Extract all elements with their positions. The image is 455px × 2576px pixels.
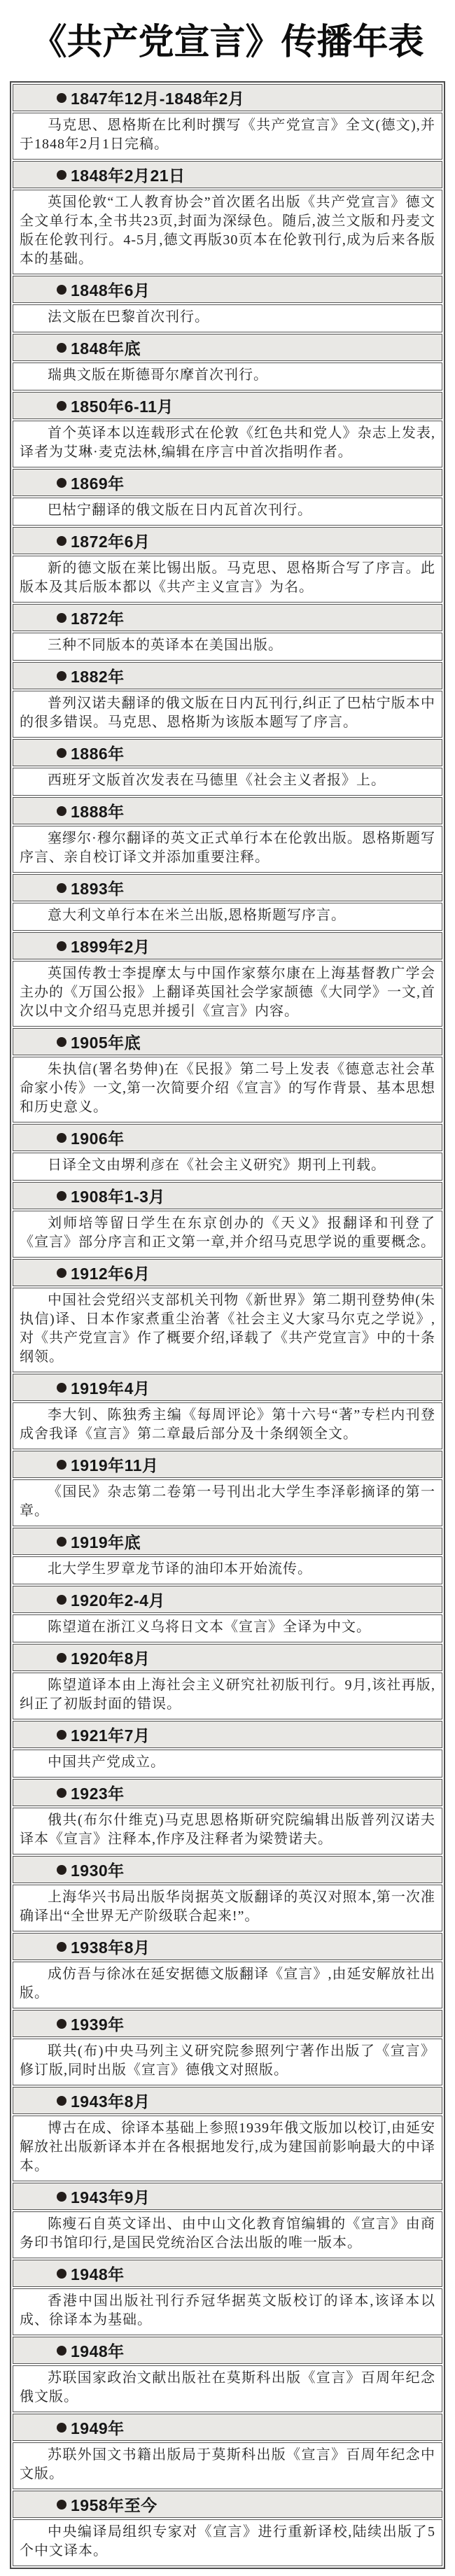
entry-date: 1919年4月 [71, 1379, 150, 1398]
entry-description: 俄共(布尔什维克)马克思恩格斯研究院编辑出版普列汉诺夫译本《宣言》注释本,作序及注释者为梁赞诺夫。 [20, 1813, 435, 1847]
entry-date-row [13, 469, 442, 496]
bullet-icon [57, 343, 66, 353]
entry-description-row [13, 1479, 442, 1526]
entry-date: 1919年11月 [71, 1456, 159, 1474]
entry-date: 1920年2-4月 [71, 1591, 165, 1610]
entry-description: 法文版在巴黎首次刊行。 [48, 309, 209, 325]
entry-description-row [13, 1556, 442, 1584]
entry-date-row [13, 739, 442, 766]
entry-description-row [13, 1288, 442, 1372]
entry-description-row [13, 421, 442, 467]
entry-date: 1958年至今 [71, 2496, 158, 2514]
entry-date-row [13, 2414, 442, 2441]
entry-date: 1905年底 [71, 1034, 141, 1052]
entry-date-row [13, 392, 442, 419]
bullet-icon [57, 1865, 66, 1875]
entry-date: 1912年6月 [71, 1265, 150, 1283]
entry-date-row [13, 2087, 442, 2114]
entry-date: 1899年2月 [71, 938, 150, 956]
entry-description-row [13, 2116, 442, 2181]
entry-description-row [13, 363, 442, 390]
entry-description: 朱执信(署名势伸)在《民报》第二号上发表《德意志社会革命家小传》一文,第一次简要介绍《宣言》的写作背景、基本思想和历史意义。 [20, 1062, 435, 1115]
entry-description: 三种不同版本的英译本在美国出版。 [48, 638, 283, 653]
entry-description-row [13, 556, 442, 603]
entry-date-row [13, 2260, 442, 2287]
entry-description: 塞缪尔·穆尔翻译的英文正式单行本在伦敦出版。恩格斯题写序言、亲自校订译文并添加重要注释。 [20, 831, 435, 865]
bullet-icon [57, 2346, 66, 2356]
entry-date-row [13, 2491, 442, 2518]
entry-date-row [13, 1779, 442, 1806]
bullet-icon [57, 1191, 66, 1201]
entry-description-row [13, 1750, 442, 1778]
entry-description: 上海华兴书局出版华岗据英文版翻译的英汉对照本,第一次准确译出“全世界无产阶级联合起来!”。 [20, 1889, 435, 1924]
timeline-table [10, 81, 445, 2569]
bullet-icon [57, 1942, 66, 1952]
entry-date-row [13, 2337, 442, 2364]
bullet-icon [57, 536, 66, 546]
entry-date: 1948年 [71, 2265, 125, 2283]
entry-date-row [13, 2010, 442, 2037]
bullet-icon [57, 1537, 66, 1547]
entry-description: 陈望道译本由上海社会主义研究社初版刊行。9月,该社再版,纠正了初版封面的错误。 [20, 1677, 435, 1712]
entry-date-row [13, 161, 442, 188]
entry-date: 1888年 [71, 803, 125, 821]
entry-date-row [13, 1124, 442, 1151]
entry-description: 意大利文单行本在米兰出版,恩格斯题写序言。 [48, 908, 346, 923]
entry-date-row [13, 932, 442, 959]
entry-date-row [13, 1586, 442, 1613]
entry-description: 中央编译局组织专家对《宣言》进行重新译校,陆续出版了5个中文译本。 [20, 2524, 435, 2559]
entry-date-row [13, 1259, 442, 1286]
bullet-icon [57, 2019, 66, 2029]
entry-description-row [13, 190, 442, 274]
entry-date-row [13, 276, 442, 303]
entry-date: 1908年1-3月 [71, 1188, 165, 1206]
entry-date-row [13, 1374, 442, 1401]
entry-description: 北大学生罗章龙节译的油印本开始流传。 [48, 1561, 312, 1577]
entry-description-row [13, 826, 442, 873]
bullet-icon [57, 2500, 66, 2510]
entry-date: 1850年6-11月 [71, 397, 174, 416]
entry-date: 1848年6月 [71, 281, 150, 300]
entry-date: 1949年 [71, 2419, 125, 2437]
entry-description-row [13, 2519, 442, 2566]
entry-date: 1848年底 [71, 339, 141, 358]
entry-date-row [13, 604, 442, 631]
entry-date: 1872年6月 [71, 533, 150, 551]
entry-description: 首个英译本以连载形式在伦敦《红色共和党人》杂志上发表,译者为艾琳·麦克法林,编辑在序言中首次指明作者。 [20, 425, 435, 460]
entry-description-row [13, 1211, 442, 1258]
bullet-icon [57, 2423, 66, 2433]
entry-description: 苏联国家政治文献出版社在莫斯科出版《宣言》百周年纪念俄文版。 [20, 2370, 435, 2405]
entry-date-row [13, 1644, 442, 1671]
entry-description-row [13, 691, 442, 738]
bullet-icon [57, 1460, 66, 1470]
entry-description-row [13, 768, 442, 796]
entry-description-row [13, 2365, 442, 2412]
bullet-icon [57, 478, 66, 488]
bullet-icon [57, 401, 66, 411]
page-header [0, 0, 455, 71]
entry-date: 1948年 [71, 2342, 125, 2360]
bullet-icon [57, 1383, 66, 1393]
entry-date-row [13, 874, 442, 901]
entry-date-row [13, 1528, 442, 1555]
entry-date: 1848年2月21日 [71, 167, 186, 185]
entry-description: 陈瘦石自英文译出、由中山文化教育馆编辑的《宣言》由商务印书馆印行,是国民党统治区合法出版的唯一版本。 [20, 2216, 435, 2251]
entry-description: 英国伦敦“工人教育协会”首次匿名出版《共产党宣言》德文全文单行本,全书共23页,封面为深绿色。随后,波兰文版和丹麦文版在伦敦刊行。4-5月,德文再版30页本在伦敦刊行,成为后来各版本的基础。 [20, 195, 435, 267]
entry-description-row [13, 2211, 442, 2258]
entry-date: 1919年底 [71, 1533, 141, 1551]
entry-date: 1906年 [71, 1129, 125, 1148]
bullet-icon [57, 671, 66, 681]
entry-date-row [13, 1028, 442, 1055]
entry-description: 普列汉诺夫翻译的俄文版在日内瓦刊行,纠正了巴枯宁版本中的很多错误。马克思、恩格斯为该版本题写了序言。 [20, 696, 435, 730]
bullet-icon [57, 613, 66, 623]
entry-description-row [13, 633, 442, 661]
entry-date-row [13, 2183, 442, 2210]
entry-description-row [13, 1962, 442, 2008]
bullet-icon [57, 748, 66, 758]
entry-description-row [13, 304, 442, 332]
entry-date: 1943年8月 [71, 2092, 150, 2111]
entry-description-row [13, 1153, 442, 1181]
entry-description-row [13, 2039, 442, 2085]
entry-date: 1886年 [71, 745, 125, 763]
entry-description: 成仿吾与徐冰在延安据德文版翻译《宣言》,由延安解放社出版。 [20, 1966, 435, 2001]
entry-description-row [13, 113, 442, 160]
page-title: 《共产党宣言》传播年表 [31, 22, 424, 62]
entry-description: 李大钊、陈独秀主编《每周评论》第十六号“著”专栏内刊登成舍我译《宣言》第二章最后部分及十条纲领全文。 [20, 1407, 435, 1442]
entry-date: 1893年 [71, 880, 125, 898]
entry-date: 1923年 [71, 1785, 125, 1803]
bullet-icon [57, 1653, 66, 1663]
entry-description-row [13, 2288, 442, 2335]
entry-description-row [13, 1885, 442, 1931]
entry-description-row [13, 1402, 442, 1449]
entry-description: 西班牙文版首次发表在马德里《社会主义者报》上。 [48, 773, 386, 788]
entry-description-row [13, 1673, 442, 1719]
entry-date: 1920年8月 [71, 1649, 150, 1668]
entry-description: 刘师培等留日学生在东京创办的《天义》报翻译和刊登了《宣言》部分序言和正文第一章,并介绍马克思学说的重要概念。 [20, 1216, 435, 1250]
entry-description-row [13, 2442, 442, 2489]
entry-date-row [13, 1933, 442, 1960]
entry-description-row [13, 498, 442, 526]
entry-date-row [13, 334, 442, 361]
entry-description-row [13, 1614, 442, 1642]
bullet-icon [57, 2192, 66, 2202]
entry-description: 香港中国出版社刊行乔冠华据英文版校订的译本,该译本以成、徐译本为基础。 [20, 2293, 435, 2328]
bullet-icon [57, 806, 66, 816]
entry-date-row [13, 84, 442, 111]
entry-description: 马克思、恩格斯在比利时撰写《共产党宣言》全文(德文),并于1848年2月1日完稿。 [20, 118, 435, 152]
entry-description: 中国共产党成立。 [48, 1754, 165, 1770]
bullet-icon [57, 1595, 66, 1605]
bullet-icon [57, 285, 66, 295]
bullet-icon [57, 883, 66, 893]
entry-date: 1869年 [71, 474, 125, 493]
entry-date-row [13, 1451, 442, 1478]
entry-date: 1930年 [71, 1861, 125, 1880]
entry-description: 《国民》杂志第二卷第一号刊出北大学生李泽彰摘译的第一章。 [20, 1484, 435, 1519]
entry-date: 1872年 [71, 610, 125, 628]
entry-description: 新的德文版在莱比锡出版。马克思、恩格斯合写了序言。此版本及其后版本都以《共产主义宣言》为名。 [20, 561, 435, 595]
bullet-icon [57, 1133, 66, 1143]
entry-date-row [13, 527, 442, 554]
entry-description: 瑞典文版在斯德哥尔摩首次刊行。 [48, 367, 268, 383]
bullet-icon [57, 1788, 66, 1798]
bullet-icon [57, 1730, 66, 1740]
entry-date-row [13, 662, 442, 689]
entry-description: 陈望道在浙江义乌将日文本《宣言》全译为中文。 [48, 1619, 371, 1635]
entry-description: 博古在成、徐译本基础上参照1939年俄文版加以校订,由延安解放社出版新译本并在各根据地发行,成为建国前影响最大的中译本。 [20, 2120, 435, 2174]
entry-description: 日译全文由堺利彦在《社会主义研究》期刊上刊载。 [48, 1157, 386, 1173]
entry-description: 巴枯宁翻译的俄文版在日内瓦首次刊行。 [48, 502, 312, 518]
entry-description: 联共(布)中央马列主义研究院参照列宁著作出版了《宣言》修订版,同时出版《宣言》德俄文对照版。 [20, 2043, 435, 2078]
entry-description-row [13, 903, 442, 931]
entry-description: 中国社会党绍兴支部机关刊物《新世界》第二期刊登势伸(朱执信)译、日本作家煮重尘治著《社会主义大家马尔克之学说》,对《共产党宣言》作了概要介绍,译载了《共产党宣言》中的十条纲领。 [20, 1293, 435, 1365]
bullet-icon [57, 93, 66, 103]
entry-date-row [13, 1182, 442, 1209]
bullet-icon [57, 1268, 66, 1278]
entry-date: 1921年7月 [71, 1726, 150, 1745]
bullet-icon [57, 170, 66, 180]
entry-description: 英国传教士李提摩太与中国作家蔡尔康在上海基督教广学会主办的《万国公报》上翻译英国社会学家颉德《大同学》一文,首次以中文介绍马克思并援引《宣言》内容。 [20, 966, 435, 1019]
entry-date-row [13, 1721, 442, 1748]
entry-date: 1943年9月 [71, 2188, 150, 2207]
entry-description-row [13, 1808, 442, 1854]
entry-date-row [13, 1856, 442, 1883]
entry-description: 苏联外国文书籍出版局于莫斯科出版《宣言》百周年纪念中文版。 [20, 2447, 435, 2482]
entry-date-row [13, 797, 442, 824]
entry-date: 1939年 [71, 2015, 125, 2034]
bullet-icon [57, 2269, 66, 2279]
bullet-icon [57, 2096, 66, 2106]
bullet-icon [57, 941, 66, 951]
entry-description-row [13, 961, 442, 1027]
entry-date: 1882年 [71, 668, 125, 686]
entry-date: 1847年12月-1848年2月 [71, 90, 245, 108]
bullet-icon [57, 1037, 66, 1047]
entry-date: 1938年8月 [71, 1938, 150, 1957]
entry-description-row [13, 1057, 442, 1122]
